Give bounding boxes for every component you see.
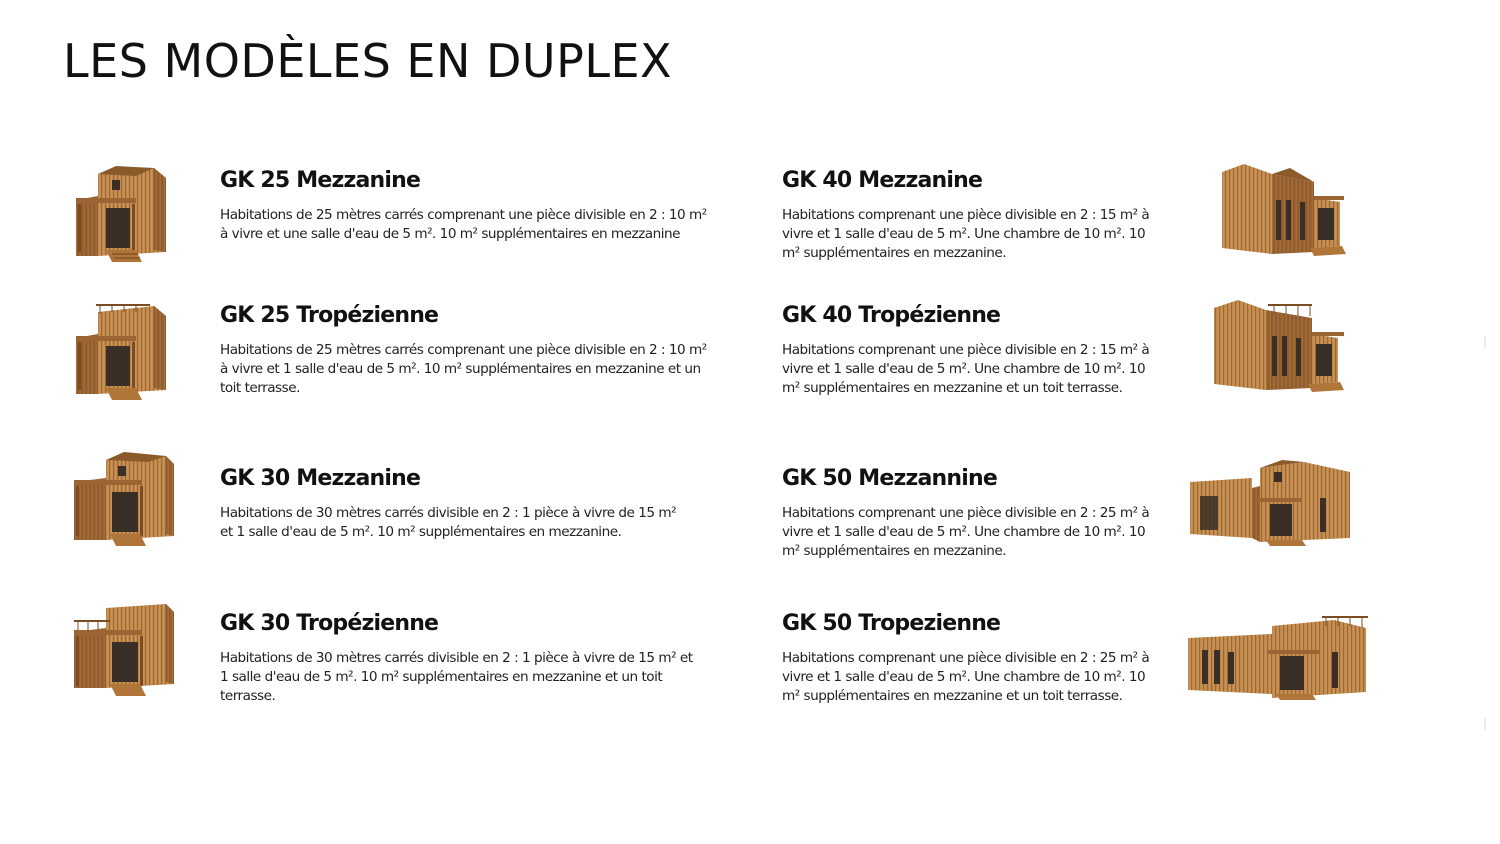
model-image-gk25-tropezienne [66,298,176,408]
page-edge-marker [1484,718,1486,730]
model-image-gk30-mezzanine [66,450,178,552]
model-title: GK 50 Tropezienne [782,611,1001,636]
model-title: GK 40 Mezzanine [782,168,983,193]
model-card-gk40-mezzanine [782,168,1162,263]
model-image-gk30-tropezienne [66,598,178,702]
model-description: Habitations comprenant une pièce divisible en 2 : 25 m² à vivre et 1 salle d'eau de 5 m². Une chambre de 10 m². 10 m² supplémentaires en mezzanine. [782,505,1150,560]
model-description: Habitations comprenant une pièce divisible en 2 : 15 m² à vivre et 1 salle d'eau de 5 m². Une chambre de 10 m². 10 m² supplémentaires en mezzanine. [782,207,1150,262]
model-title: GK 50 Mezzannine [782,466,997,491]
model-description: Habitations comprenant une pièce divisible en 2 : 15 m² à vivre et 1 salle d'eau de 5 m². Une chambre de 10 m². 10 m² supplémentaires en mezzanine et un toit terrasse. [782,342,1150,397]
model-card-gk40-tropezienne [782,303,1162,398]
model-card-gk50-tropezienne [782,611,1162,706]
model-title: GK 25 Tropézienne [220,303,439,328]
model-description: Habitations de 25 mètres carrés comprenant une pièce divisible en 2 : 10 m² à vivre et 1 salle d'eau de 5 m². 10 m² supplémentaires en mezzanine et un toit terrasse. [220,342,707,397]
model-image-gk25-mezzanine [66,160,176,270]
model-description: Habitations de 30 mètres carrés divisible en 2 : 1 pièce à vivre de 15 m² et 1 salle d'eau de 5 m². 10 m² supplémentaires en mezzanine et un toit terrasse. [220,650,693,705]
model-image-gk50-mezzannine [1186,458,1362,550]
model-card-gk50-mezzannine [782,466,1162,561]
model-title: GK 30 Tropézienne [220,611,439,636]
model-description: Habitations comprenant une pièce divisible en 2 : 25 m² à vivre et 1 salle d'eau de 5 m². Une chambre de 10 m². 10 m² supplémentaires en mezzanine et un toit terrasse. [782,650,1150,705]
page-title: LES MODÈLES EN DUPLEX [63,34,673,88]
model-title: GK 25 Mezzanine [220,168,421,193]
model-description: Habitations de 30 mètres carrés divisible en 2 : 1 pièce à vivre de 15 m² et 1 salle d'eau de 5 m². 10 m² supplémentaires en mezzanine. [220,505,677,541]
model-image-gk50-tropezienne [1184,612,1374,704]
model-image-gk40-mezzanine [1214,158,1350,264]
page-edge-marker [1484,336,1486,348]
model-card-gk30-tropezienne [220,611,700,706]
model-description: Habitations de 25 mètres carrés comprenant une pièce divisible en 2 : 10 m² à vivre et une salle d'eau de 5 m². 10 m² supplémentaires en mezzanine [220,207,707,243]
model-image-gk40-tropezienne [1208,294,1350,400]
model-title: GK 30 Mezzanine [220,466,421,491]
model-card-gk30-mezzanine [220,466,690,542]
model-card-gk25-mezzanine [220,168,710,244]
model-card-gk25-tropezienne [220,303,710,398]
model-title: GK 40 Tropézienne [782,303,1001,328]
